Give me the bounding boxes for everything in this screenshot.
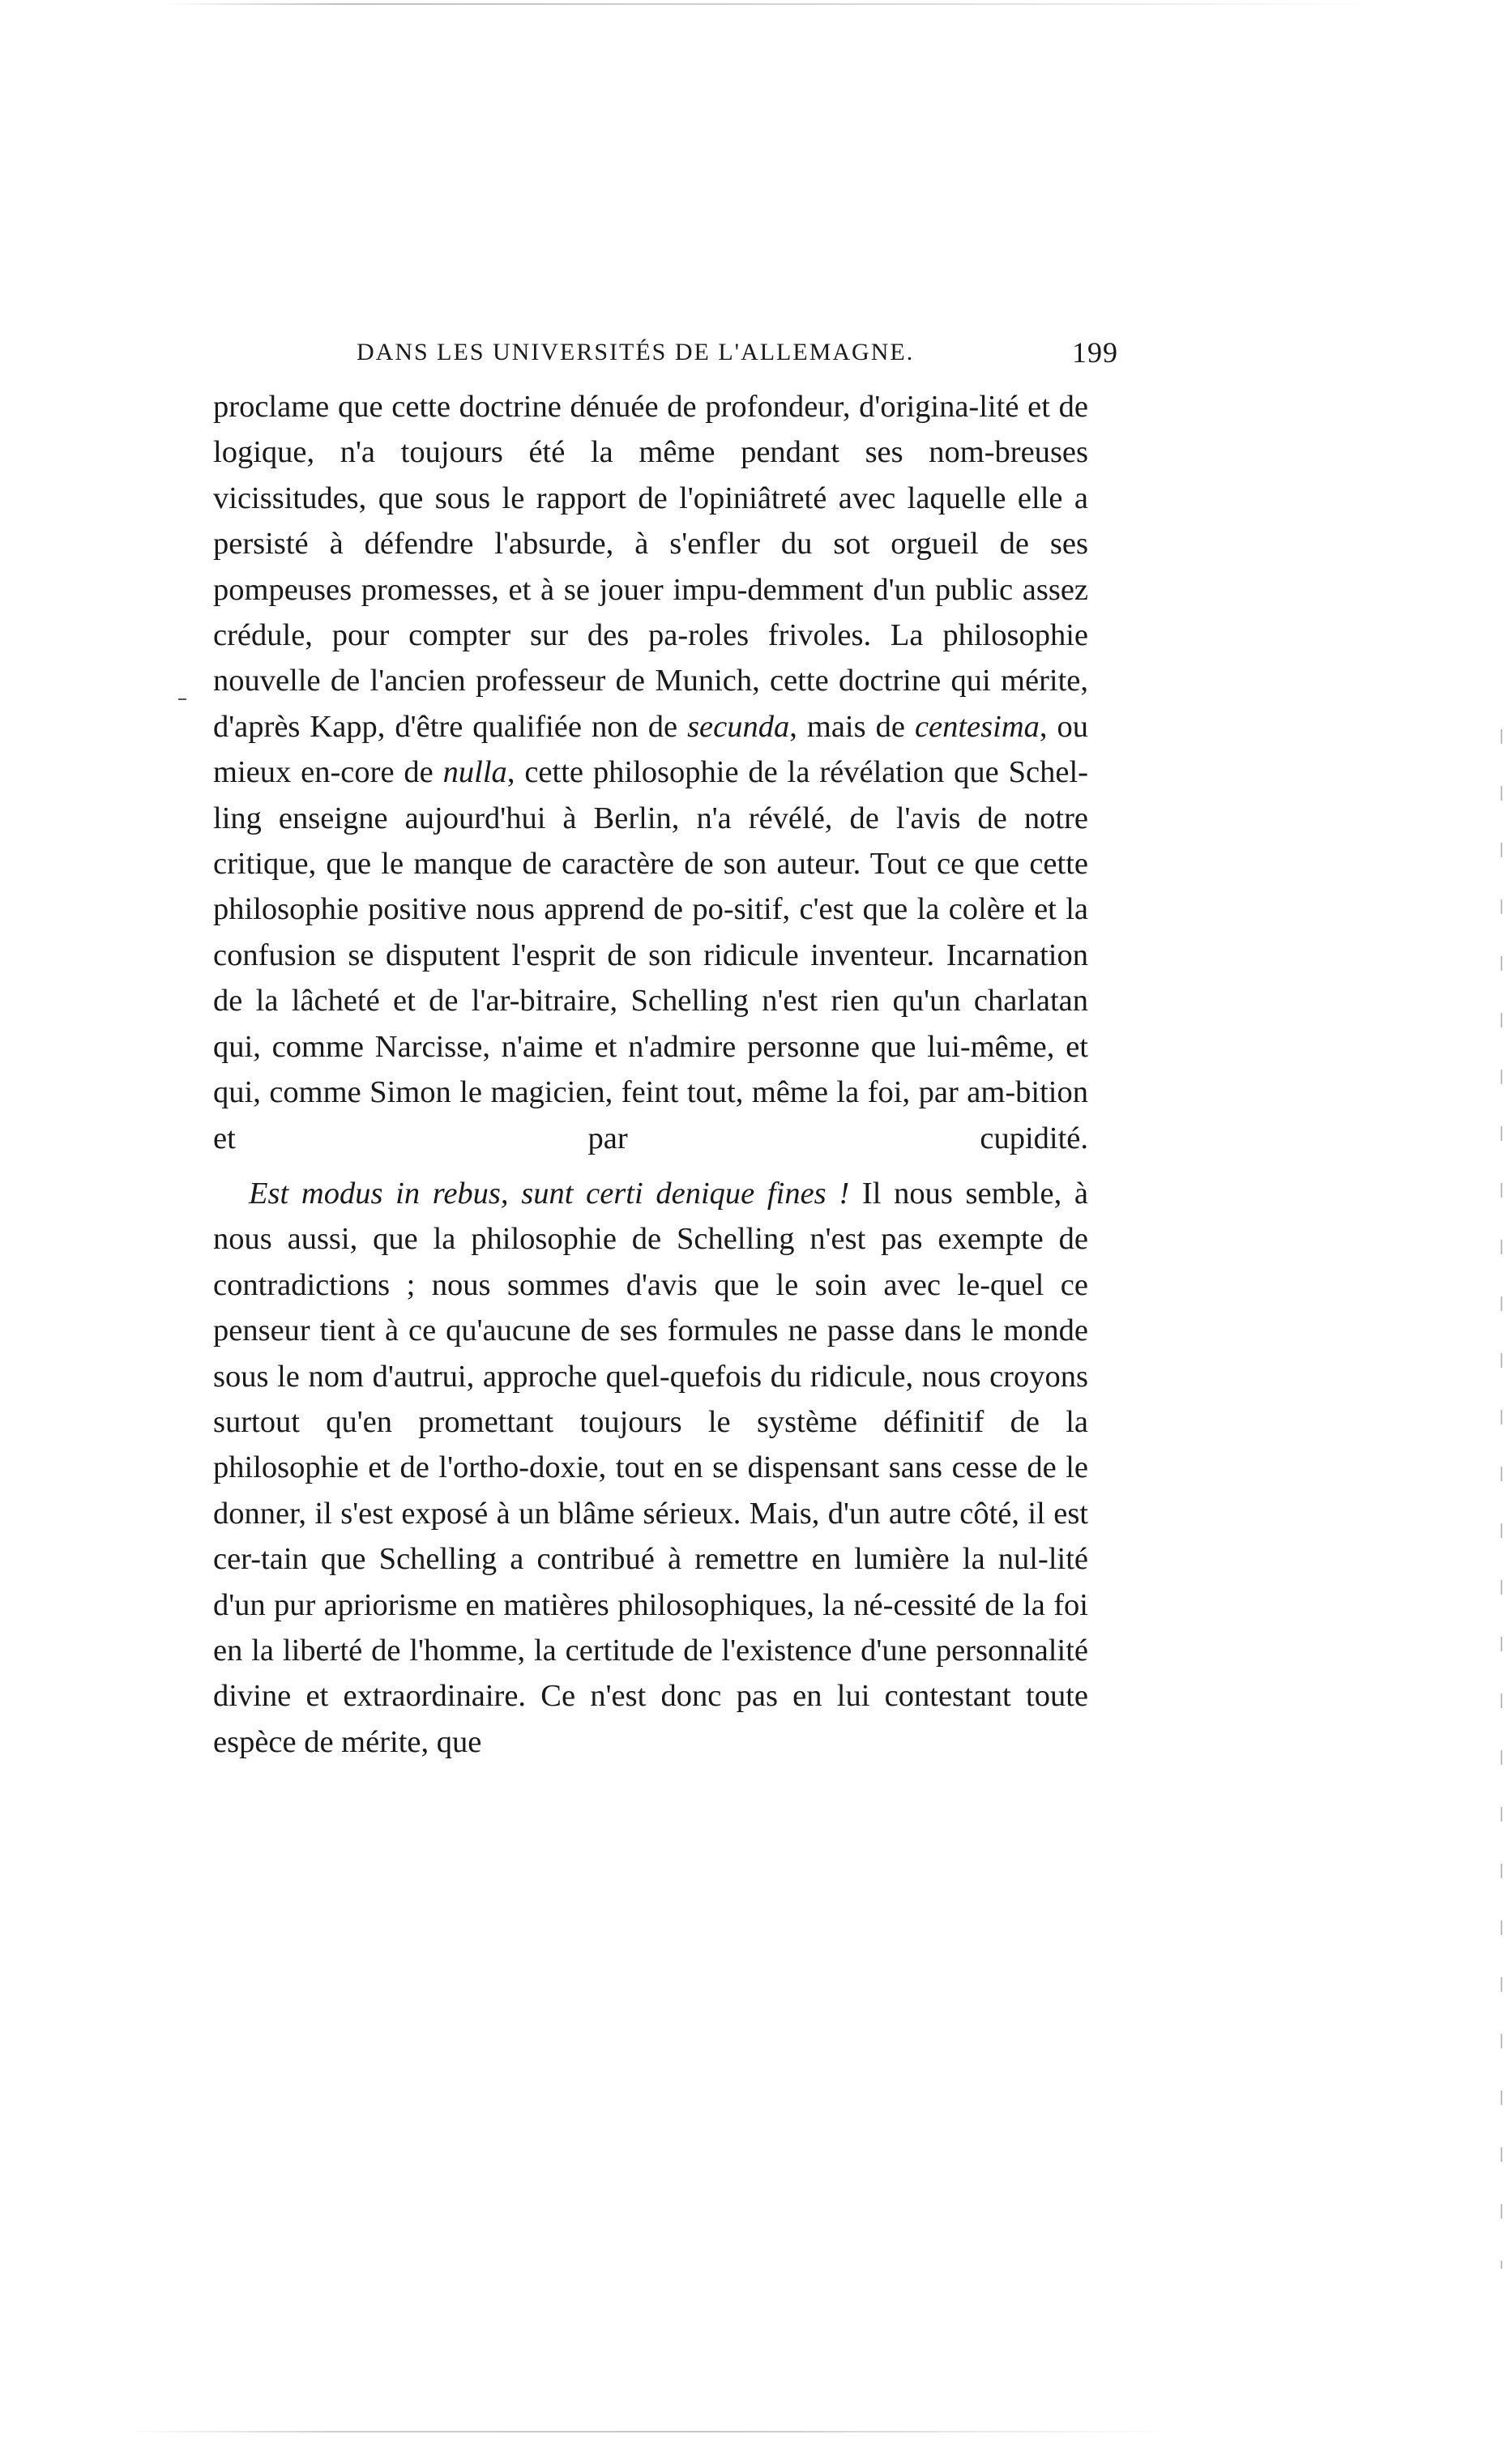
margin-mark <box>178 698 186 700</box>
italic-run: secunda <box>687 709 790 744</box>
text-run: , mais de <box>789 709 915 744</box>
text-run: Il nous semble, à nous aussi, que la philosophie de Schelling n'est pas exempte de contradictions ; nous sommes d'avis que le soin avec le-quel ce penseur tient à ce qu'aucune de ses formules ne passe dans le monde sous le nom d'autrui, approche quel-quefois du ridicule, nous croyons surtout qu'en promettant toujours le système définitif de la philosophie et de l'ortho-doxie, tout en se dispensant sans cesse de le donner, il s'est exposé à un blâme sérieux. Mais, d'un autre côté, il est cer-tain que Schelling a contribué à remettre en lumière la nul-lité d'un pur apriorisme en matières philosophiques, la né-cessité de la foi en la liberté de l'homme, la certitude de l'existence d'une personnalité divine et extraordinaire. Ce n'est donc pas en lui contestant toute espèce de mérite, que <box>213 1176 1088 1759</box>
italic-run: centesima <box>914 709 1040 744</box>
paragraph-2 <box>213 1171 1088 1765</box>
scan-edge-bottom <box>122 2431 1175 2432</box>
scan-edge-right <box>1501 729 1502 2269</box>
italic-run: Est modus in rebus, sunt certi denique fines ! <box>249 1176 850 1211</box>
scan-edge-top <box>162 3 1377 5</box>
text-run: , cette philosophie de la révélation que Schel-ling enseigne aujourd'hui à Berlin, n'a révélé, de l'avis de notre critique, que le manque de caractère de son auteur. Tout ce que cette philosophie positive nous apprend de po-sitif, c'est que la colère et la confusion se disputent l'esprit de son ridicule inventeur. Incarnation de la lâcheté et de l'ar-bitraire, Schelling n'est rien qu'un charlatan qui, comme Narcisse, n'aime et n'admire personne que lui-même, et qui, comme Simon le magicien, feint tout, même la foi, par am-bition et par cupidité. <box>213 755 1088 1155</box>
text-run: proclame que cette doctrine dénuée de profondeur, d'origina-lité et de logique, n'a toujours été la même pendant ses nom-breuses vicissitudes, que sous le rapport de l'opiniâtreté avec laquelle elle a persisté à défendre l'absurde, à s'enfler du sot orgueil de ses pompeuses promesses, et à se jouer impu-demment d'un public assez crédule, pour compter sur des pa-roles frivoles. La philosophie nouvelle de l'ancien professeur de Munich, cette doctrine qui mérite, d'après Kapp, d'être qualifiée non de <box>213 390 1088 744</box>
running-head <box>357 336 1118 379</box>
body-text <box>213 384 1088 1765</box>
text-run: , ou mieux en-core de <box>213 709 1089 790</box>
italic-run: nulla <box>442 755 507 790</box>
page-number: 199 <box>1072 336 1118 369</box>
paragraph-1 <box>213 384 1088 1161</box>
running-head-title: DANS LES UNIVERSITÉS DE L'ALLEMAGNE. <box>357 339 915 365</box>
